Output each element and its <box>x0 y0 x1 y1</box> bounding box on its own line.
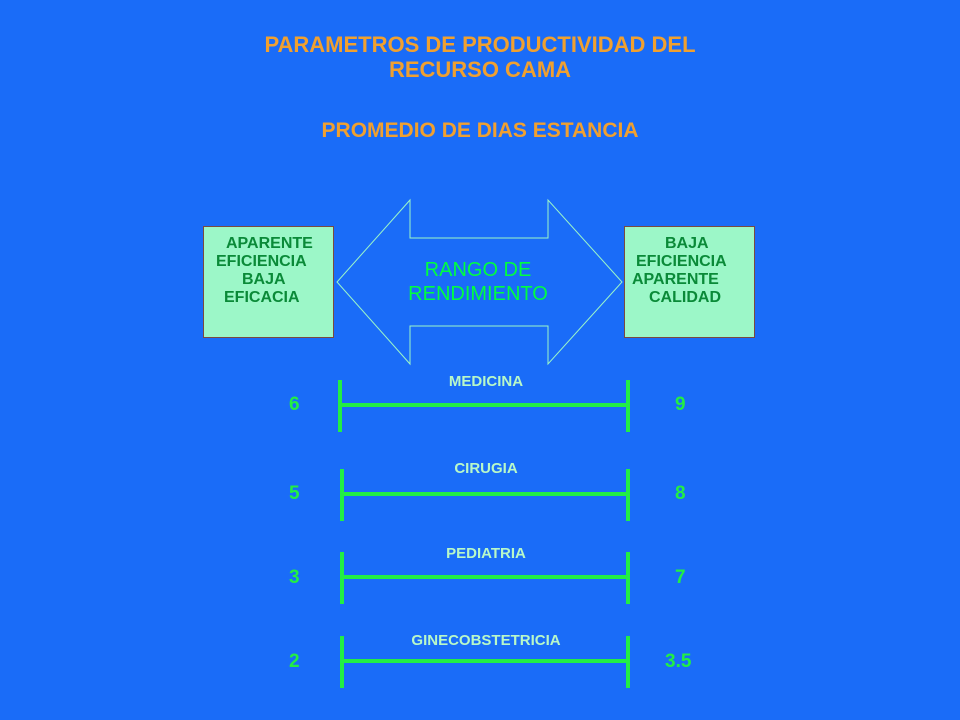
range-bar <box>340 403 630 407</box>
right-box <box>624 226 755 338</box>
right-box-line: CALIDAD <box>649 289 721 306</box>
range-right-tick <box>626 552 630 604</box>
range-right-tick <box>626 380 630 432</box>
range-name-pediatria: PEDIATRIA <box>446 545 526 562</box>
title-line-1: PARAMETROS DE PRODUCTIVIDAD DEL <box>264 32 696 57</box>
arrow-label-line-1: RANGO DE <box>424 259 532 281</box>
range-max-value: 9 <box>675 394 686 415</box>
right-box-line: APARENTE <box>632 271 719 288</box>
left-box-line: EFICIENCIA <box>216 253 307 270</box>
title-line-2: RECURSO CAMA <box>388 57 572 82</box>
range-name-ginecobstetricia: GINECOBSTETRICIA <box>411 632 561 649</box>
range-name-medicina: MEDICINA <box>448 373 524 390</box>
right-box-line: BAJA <box>665 235 709 252</box>
right-box-line: EFICIENCIA <box>636 253 727 270</box>
range-min-value: 2 <box>289 651 300 672</box>
range-bar <box>342 492 630 496</box>
range-min-value: 3 <box>289 567 300 588</box>
arrow-label-line-2: RENDIMIENTO <box>408 283 548 305</box>
left-box-line: EFICACIA <box>224 289 300 306</box>
range-max-value: 8 <box>675 483 686 504</box>
subtitle: PROMEDIO DE DIAS ESTANCIA <box>321 119 639 142</box>
range-max-value: 3.5 <box>665 651 692 672</box>
range-name-cirugia: CIRUGIA <box>454 460 518 477</box>
range-min-value: 6 <box>289 394 300 415</box>
range-right-tick <box>626 469 630 521</box>
range-bar <box>342 659 630 663</box>
left-box-line: APARENTE <box>226 235 313 252</box>
left-box-line: BAJA <box>242 271 286 288</box>
range-right-tick <box>626 636 630 688</box>
range-min-value: 5 <box>289 483 300 504</box>
range-max-value: 7 <box>675 567 686 588</box>
left-box <box>203 226 334 338</box>
range-bar <box>342 575 630 579</box>
